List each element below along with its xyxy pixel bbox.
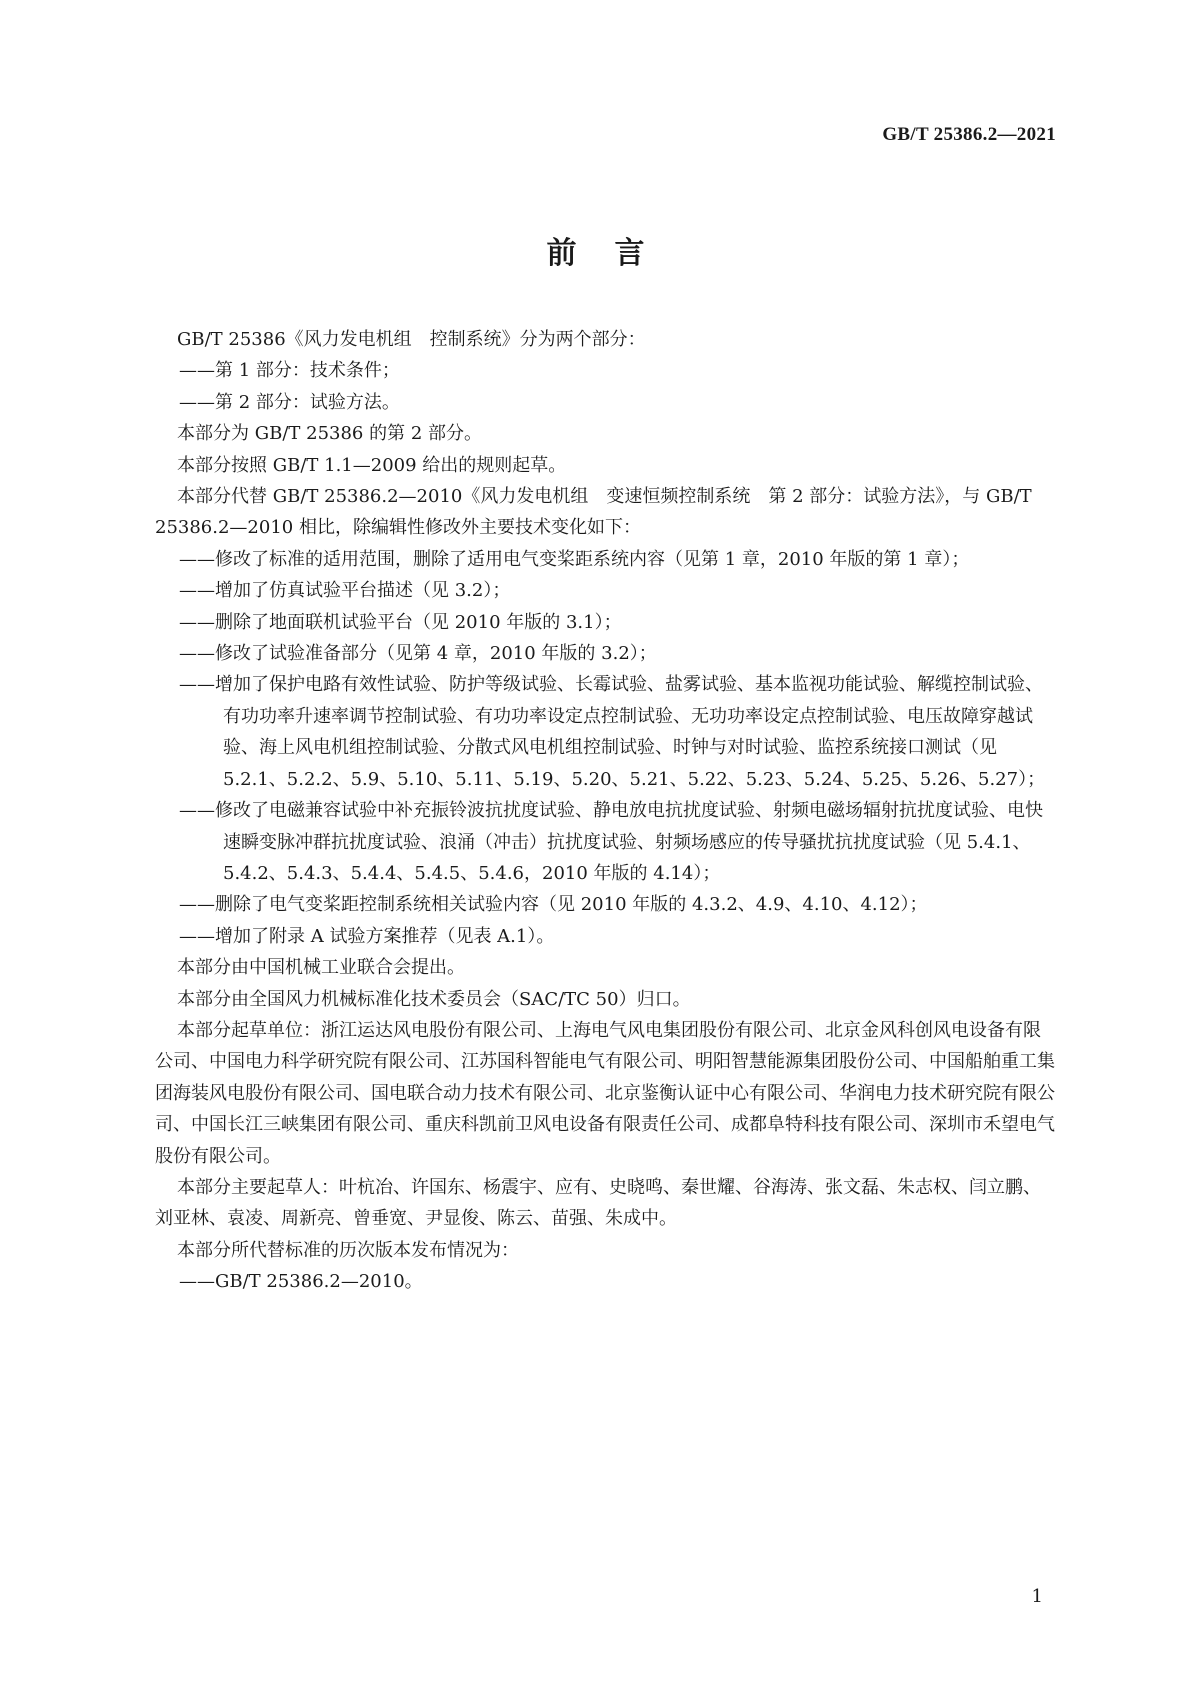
paragraph: 本部分由全国风力机械标准化技术委员会（SAC/TC 50）归口。 [177, 988, 691, 1010]
paragraph: 本部分由中国机械工业联合会提出。 [177, 957, 465, 979]
paragraph: 本部分起草单位：浙江运达风电股份有限公司、上海电气风电集团股份有限公司、北京金风科创风电设备有限公司、中国电力科学研究院有限公司、江苏国科智能电气有限公司、明阳智慧能源集团股份公司、中国船舶重工集团海装风电股份有限公司、国电联合动力技术有限公司、北京鉴衡认证中心有限公司、华润电力技术研究院有限公司、中国长江三峡集团有限公司、重庆科凯前卫风电设备有限责任公司、成都阜特科技有限公司、深圳市禾望电气股份有限公司。 [155, 1019, 1055, 1167]
list-item: ——增加了附录 A 试验方案推荐（见表 A.1）。 [179, 925, 555, 947]
list-item: ——修改了试验准备部分（见第 4 章，2010 年版的 3.2）； [179, 643, 657, 665]
paragraph: 本部分主要起草人：叶杭冶、许国东、杨震宇、应有、史晓鸣、秦世耀、谷海涛、张文磊、朱志权、闫立鹏、刘亚林、袁凌、周新亮、曾垂宽、尹显俊、陈云、苗强、朱成中。 [155, 1176, 1041, 1230]
list-item: ——删除了地面联机试验平台（见 2010 年版的 3.1）； [179, 611, 622, 633]
list-item: ——第 2 部分：试验方法。 [179, 391, 400, 413]
paragraph: 本部分代替 GB/T 25386.2—2010《风力发电机组 变速恒频控制系统 第 2 部分：试验方法》，与 GB/T 25386.2—2010 相比，除编辑性修改外主要技术变化如下： [155, 486, 1032, 539]
page-title: 前言 [546, 236, 683, 271]
list-item: ——GB/T 25386.2—2010。 [179, 1271, 423, 1293]
list-item: ——修改了电磁兼容试验中补充振铃波抗扰度试验、静电放电抗扰度试验、射频电磁场辐射抗扰度试验、电快速瞬变脉冲群抗扰度试验、浪涌（冲击）抗扰度试验、射频场感应的传导骚扰抗扰度试验（见 5.4.1、5.4.2、5.4.3、5.4.4、5.4.5、5.4.6，2010 年版的 4.14）； [179, 800, 1043, 884]
list-item: ——删除了电气变桨距控制系统相关试验内容（见 2010 年版的 4.3.2、4.9、4.10、4.12）； [179, 894, 928, 916]
list-item: ——增加了保护电路有效性试验、防护等级试验、长霉试验、盐雾试验、基本监视功能试验、解缆控制试验、有功功率升速率调节控制试验、有功功率设定点控制试验、无功功率设定点控制试验、电压故障穿越试验、海上风电机组控制试验、分散式风电机组控制试验、时钟与对时试验、监控系统接口测试（见 5.2.1、5.2.2、5.9、5.10、5.11、5.19、5.20、5.21、5.22、5.23、5.24、5.25、5.26、5.27）； [179, 674, 1046, 790]
list-item: ——第 1 部分：技术条件； [179, 360, 400, 382]
list-item: ——修改了标准的适用范围，删除了适用电气变桨距系统内容（见第 1 章，2010 年版的第 1 章）； [179, 548, 970, 570]
list-item: ——增加了仿真试验平台描述（见 3.2）； [179, 580, 511, 602]
paragraph: 本部分按照 GB/T 1.1—2009 给出的规则起草。 [177, 454, 567, 476]
paragraph: 本部分为 GB/T 25386 的第 2 部分。 [177, 423, 482, 445]
paragraph: 本部分所代替标准的历次版本发布情况为： [177, 1239, 519, 1261]
paragraph: GB/T 25386《风力发电机组 控制系统》分为两个部分： [177, 329, 646, 350]
page-number: 1 [1031, 1586, 1043, 1607]
standard-number: GB/T 25386.2—2021 [882, 124, 1056, 145]
foreword-body [155, 324, 1057, 1298]
